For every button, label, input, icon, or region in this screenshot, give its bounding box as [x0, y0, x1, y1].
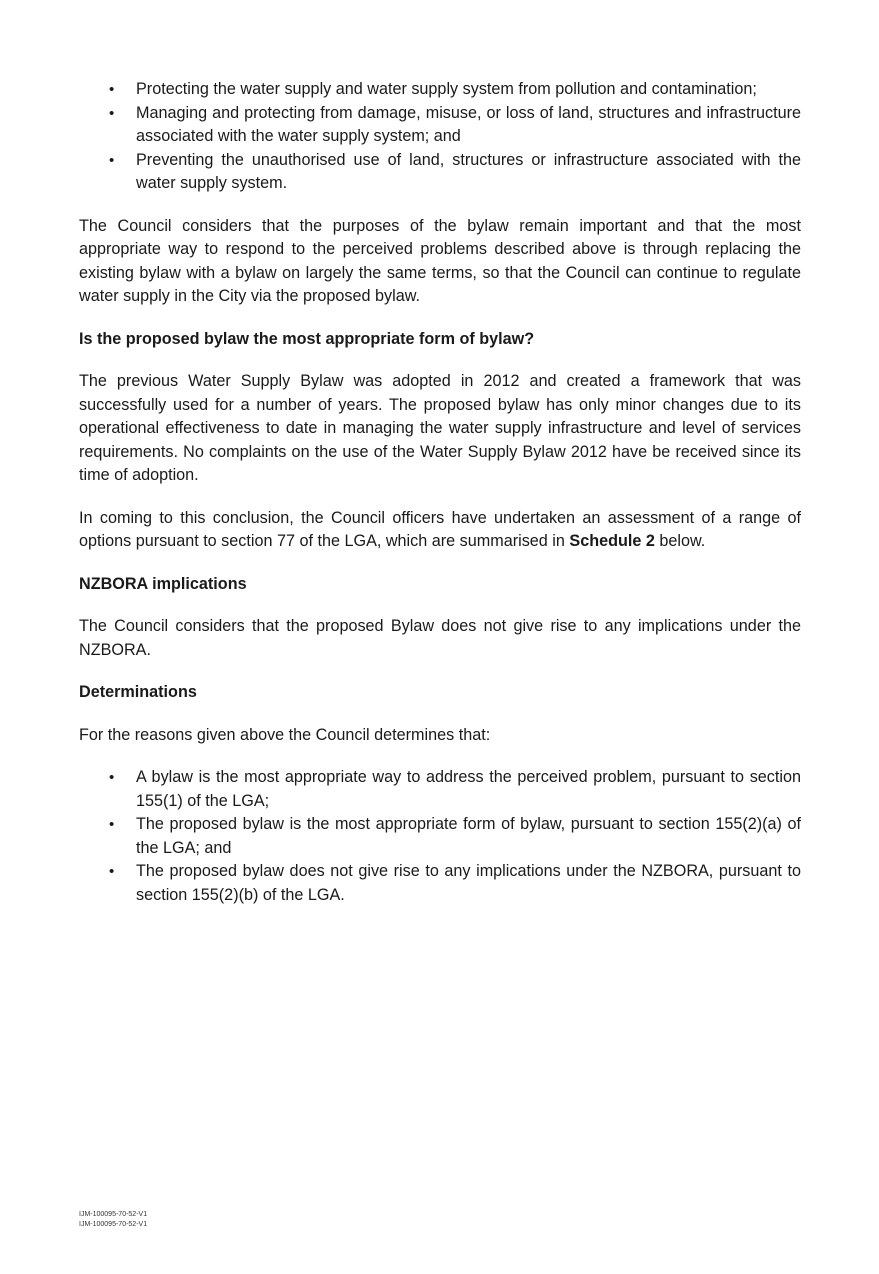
- bullet-icon: •: [109, 151, 115, 169]
- list-item-text: The proposed bylaw does not give rise to any implications under the NZBORA, pursuant to section 155(2)(b) of the LGA.: [136, 862, 801, 904]
- list-item: [79, 149, 801, 196]
- conclusion-text-end: below.: [654, 532, 706, 550]
- bullet-icon: •: [109, 769, 115, 786]
- schedule-reference: Schedule 2: [569, 532, 655, 550]
- document-reference: IJM-100095-70-52-V1: [79, 1211, 148, 1218]
- list-item-text: The proposed bylaw is the most appropriate form of bylaw, pursuant to section 155(2)(a) of the LGA; and: [136, 815, 801, 857]
- bullet-icon: •: [109, 816, 115, 833]
- bullet-icon: •: [109, 104, 115, 122]
- document-reference: IJM-100095-70-52-V1: [79, 1221, 148, 1228]
- purposes-paragraph: The Council considers that the purposes of the bylaw remain important and that the most appropriate way to respond to the perceived problems described above is through replacing the existing bylaw with a bylaw on largely the same terms, so that the Council can continue to regulate water supply in the City via the proposed bylaw.: [79, 216, 801, 305]
- list-item: [79, 813, 801, 860]
- nzbora-paragraph: The Council considers that the proposed Bylaw does not give rise to any implications under the NZBORA.: [79, 617, 801, 659]
- document-page: [79, 78, 801, 907]
- list-item: [79, 102, 801, 149]
- list-item-text: Preventing the unauthorised use of land, structures or infrastructure associated with the water supply system.: [136, 150, 801, 192]
- form-of-bylaw-heading: Is the proposed bylaw the most appropriate form of bylaw?: [79, 329, 535, 348]
- bullet-icon: •: [109, 81, 115, 98]
- purpose-bullet-list: [79, 78, 801, 196]
- conclusion-text-start: In coming to this conclusion, the Council officers have undertaken an assessment of a range of options pursuant to section 77 of the LGA, which are summarised in: [79, 508, 801, 550]
- list-item: [79, 860, 801, 907]
- bullet-icon: •: [109, 863, 115, 880]
- list-item-text: Managing and protecting from damage, misuse, or loss of land, structures and infrastructure associated with the water supply system; and: [136, 103, 801, 145]
- nzbora-heading: NZBORA implications: [79, 574, 247, 593]
- conclusion-paragraph: [79, 507, 801, 554]
- determinations-bullet-list: [79, 766, 801, 907]
- previous-bylaw-paragraph: The previous Water Supply Bylaw was adopted in 2012 and created a framework that was successfully used for a number of years. The proposed bylaw has only minor changes due to its operational effectiveness to date in managing the water supply infrastructure and level of services requirements. No complaints on the use of the Water Supply Bylaw 2012 have be received since its time of adoption.: [79, 372, 801, 484]
- determinations-heading: Determinations: [79, 683, 197, 701]
- list-item: [79, 78, 801, 102]
- list-item: [79, 766, 801, 813]
- document-footer: [79, 1210, 147, 1230]
- list-item-text: Protecting the water supply and water supply system from pollution and contamination;: [136, 80, 757, 98]
- list-item-text: A bylaw is the most appropriate way to address the perceived problem, pursuant to section 155(1) of the LGA;: [136, 768, 801, 810]
- reasons-paragraph: For the reasons given above the Council determines that:: [79, 725, 491, 744]
